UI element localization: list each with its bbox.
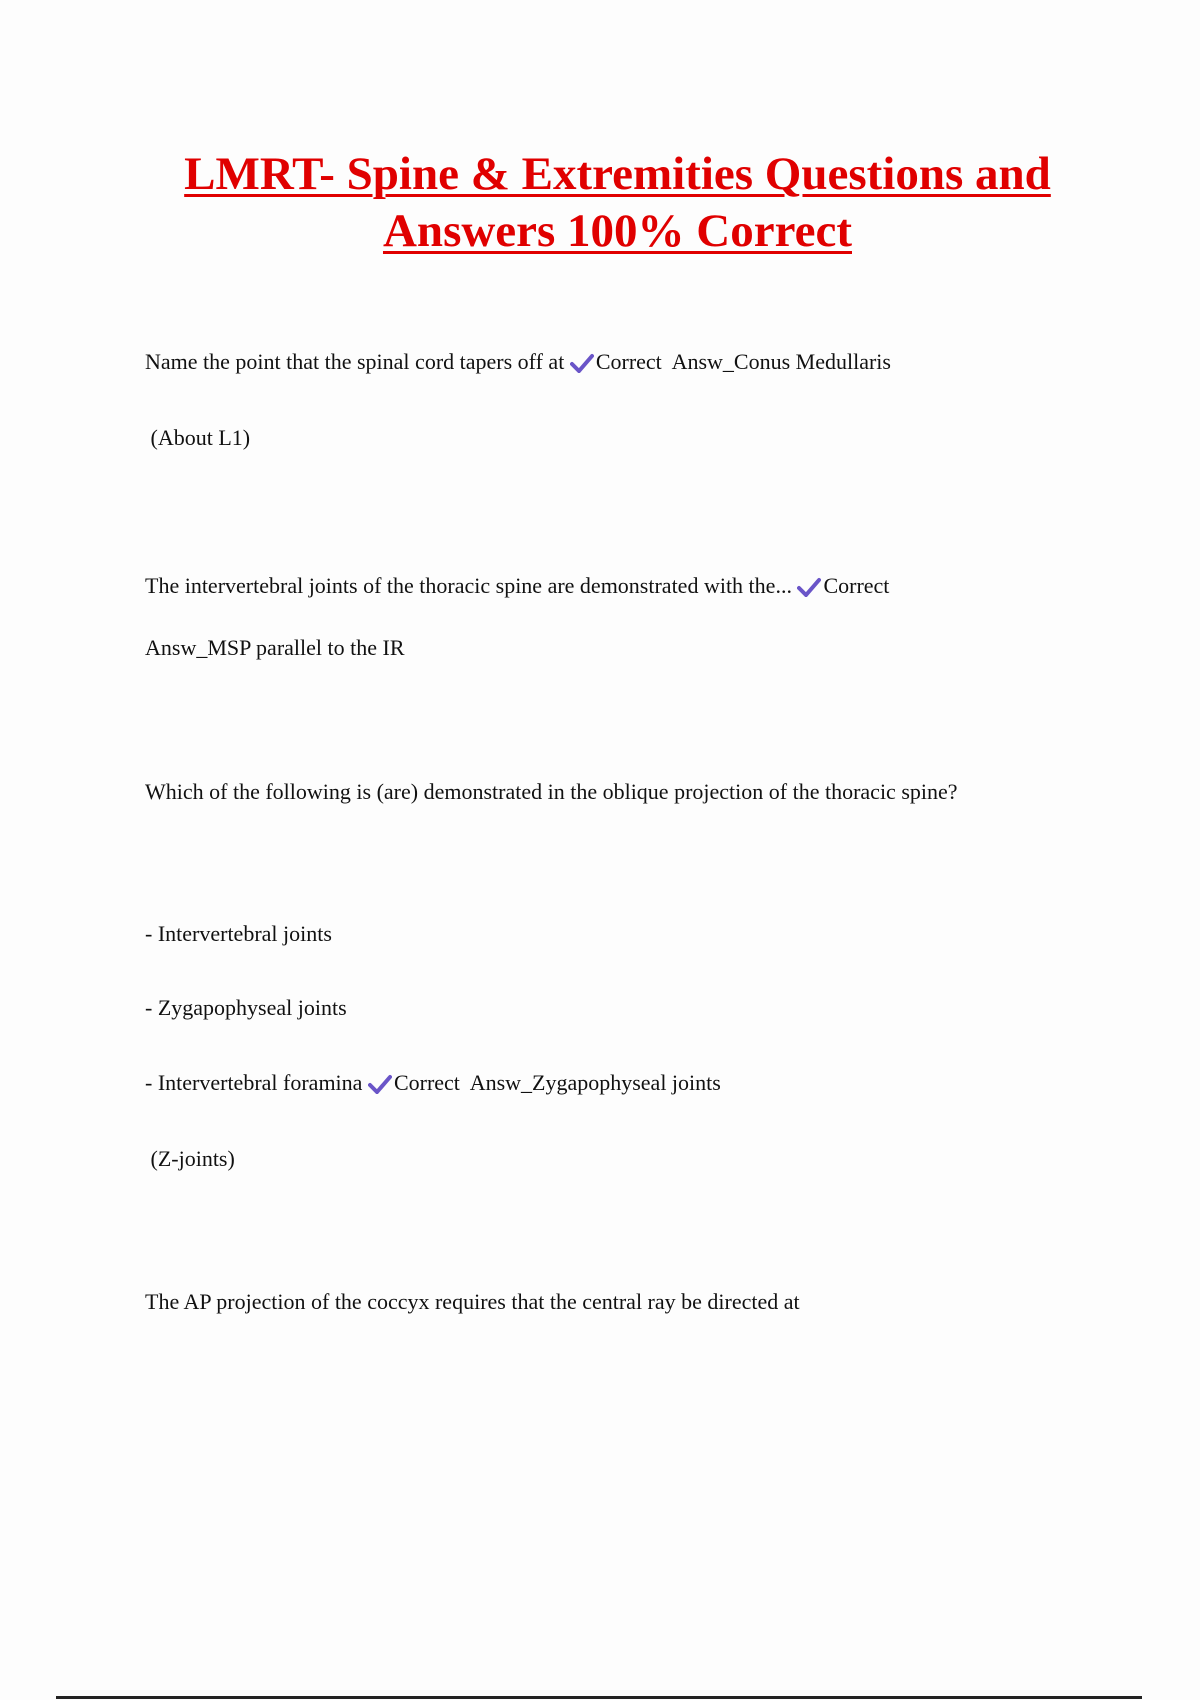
answer-2: Answ_MSP parallel to the IR <box>145 635 405 660</box>
question-4: The AP projection of the coccyx requires that the central ray be directed at <box>145 1289 800 1314</box>
answer-note-1: (About L1) <box>145 425 251 450</box>
question-2: The intervertebral joints of the thoracic spine are demonstrated with the... Correct <box>145 573 889 603</box>
question-1: Name the point that the spinal cord tapers off at Correct Answ_Conus Medullaris <box>145 349 891 379</box>
document-title-line-1: LMRT- Spine & Extremities Questions and <box>184 148 1051 200</box>
option-2: - Zygapophyseal joints <box>145 995 347 1020</box>
option-3-with-answer: - Intervertebral foramina Correct Answ_Zygapophyseal joints <box>145 1070 721 1100</box>
document-title-line-2: Answers 100% Correct <box>382 205 852 257</box>
page-bottom-rule <box>56 1696 1142 1699</box>
checkmark-icon <box>797 577 823 603</box>
checkmark-icon <box>368 1074 394 1100</box>
question-3: Which of the following is (are) demonstrated in the oblique projection of the thoracic spine? <box>145 779 958 804</box>
option-1: - Intervertebral joints <box>145 921 332 946</box>
answer-note-3: (Z-joints) <box>145 1146 235 1171</box>
checkmark-icon <box>570 353 596 379</box>
